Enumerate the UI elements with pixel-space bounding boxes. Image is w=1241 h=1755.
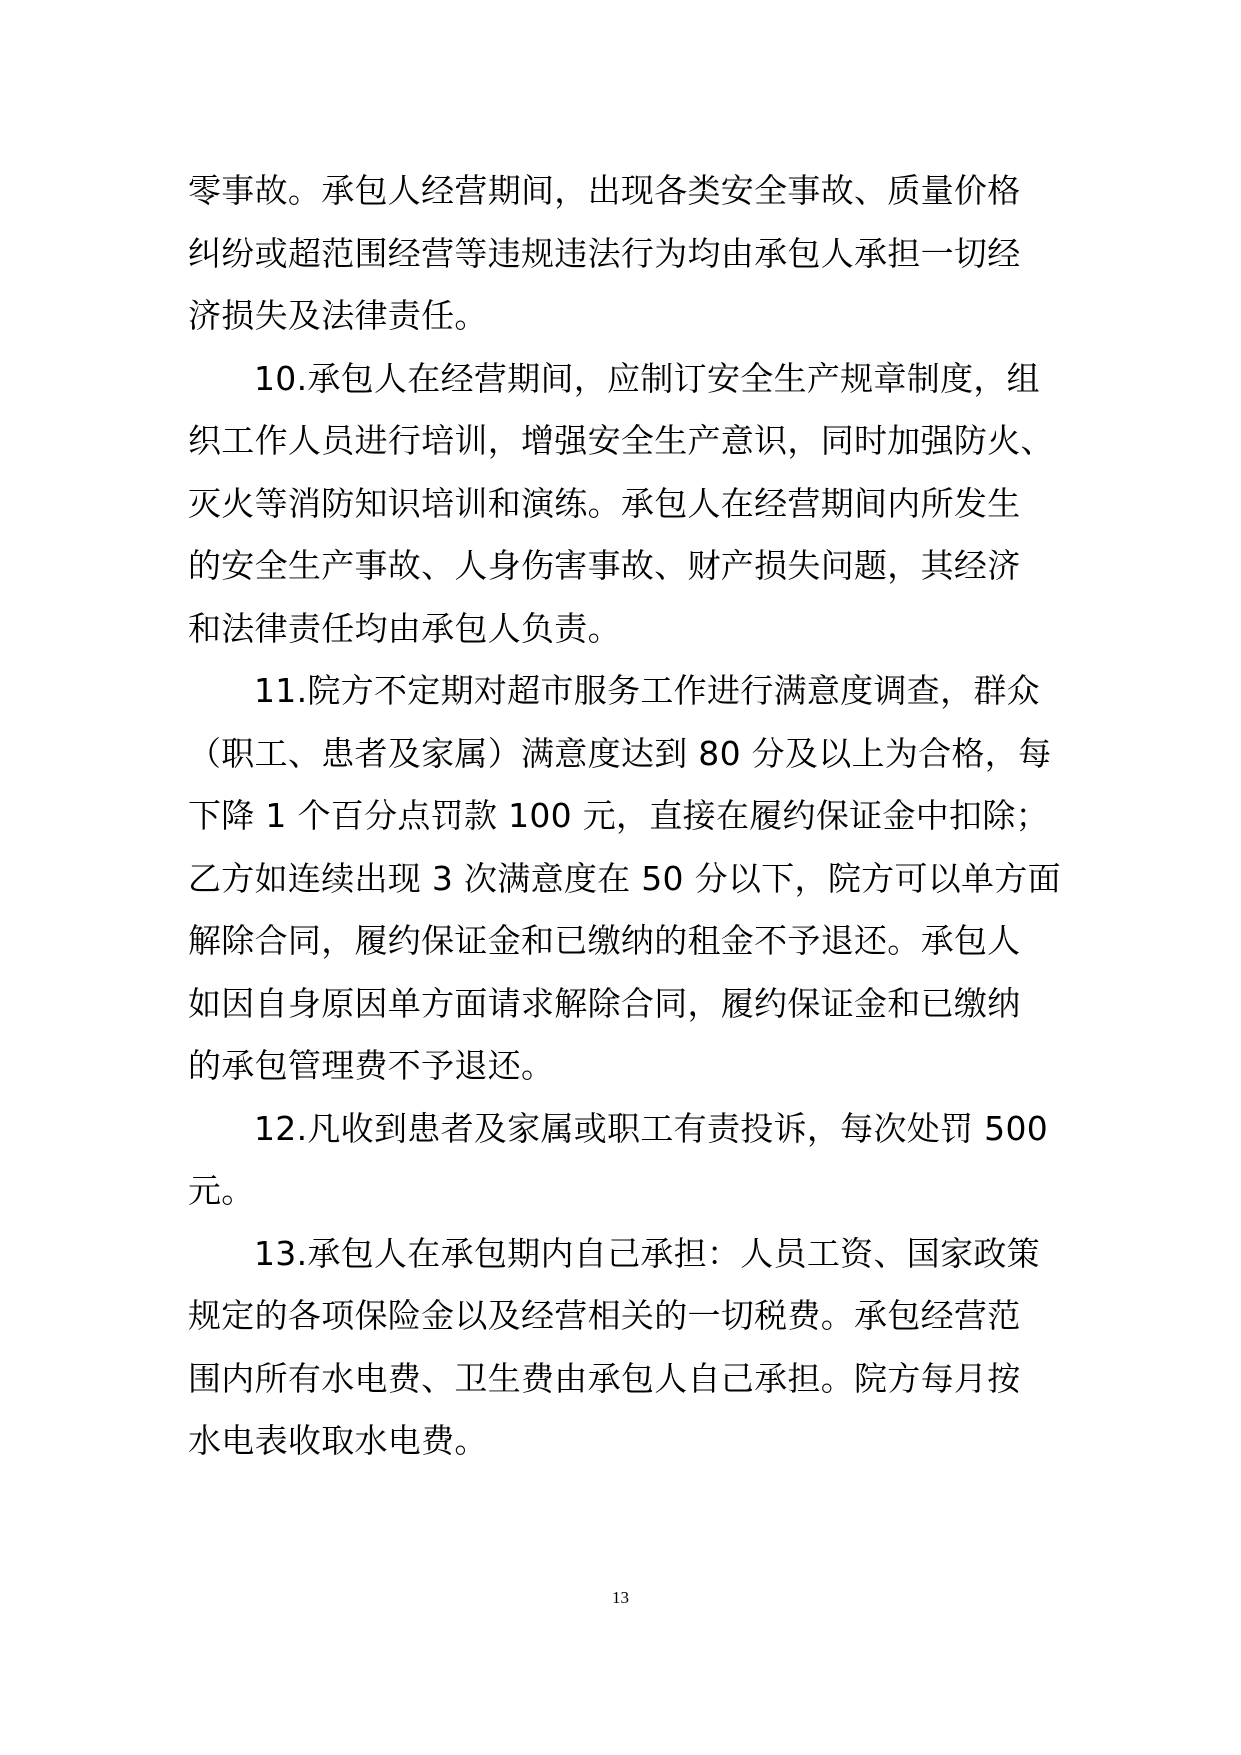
text-line: 灭火等消防知识培训和演练。承包人在经营期间内所发生 — [188, 483, 1021, 523]
clause-10-first-line: 10.承包人在经营期间，应制订安全生产规章制度，组 — [254, 358, 1040, 398]
clause-11-first-line: 11.院方不定期对超市服务工作进行满意度调查，群众 — [254, 671, 1040, 710]
body-text — [188, 160, 1068, 1473]
text-line: 规定的各项保险金以及经营相关的一切税费。承包经营范 — [188, 1296, 1021, 1335]
text-line: 如因自身原因单方面请求解除合同，履约保证金和已缴纳 — [188, 983, 1021, 1023]
text-line: （职工、患者及家属）满意度达到 80 分及以上为合格，每 — [188, 733, 1052, 773]
text-line: 零事故。承包人经营期间，出现各类安全事故、质量价格 — [188, 171, 1021, 210]
text-line: 乙方如连续出现 3 次满意度在 50 分以下，院方可以单方面 — [188, 858, 1061, 898]
text-line: 的承包管理费不予退还。 — [188, 1046, 555, 1085]
text-line: 织工作人员进行培训，增强安全生产意识，同时加强防火、 — [188, 421, 1054, 460]
clause-13-first-line: 13.承包人在承包期内自己承担：人员工资、国家政策 — [254, 1233, 1040, 1273]
text-line: 和法律责任均由承包人负责。 — [188, 608, 621, 648]
text-line: 解除合同，履约保证金和已缴纳的租金不予退还。承包人 — [188, 921, 1021, 960]
page-number: 13 — [612, 1588, 629, 1607]
text-line: 围内所有水电费、卫生费由承包人自己承担。院方每月按 — [188, 1358, 1021, 1398]
clause-12-first-line: 12.凡收到患者及家属或职工有责投诉，每次处罚 500 — [254, 1108, 1049, 1148]
text-line: 水电表收取水电费。 — [188, 1421, 488, 1460]
text-line: 济损失及法律责任。 — [188, 296, 488, 335]
text-line: 元。 — [188, 1171, 255, 1210]
text-line: 纠纷或超范围经营等违规违法行为均由承包人承担一切经 — [188, 233, 1021, 273]
text-line: 下降 1 个百分点罚款 100 元，直接在履约保证金中扣除； — [188, 796, 1049, 835]
text-line: 的安全生产事故、人身伤害事故、财产损失问题，其经济 — [188, 546, 1021, 585]
